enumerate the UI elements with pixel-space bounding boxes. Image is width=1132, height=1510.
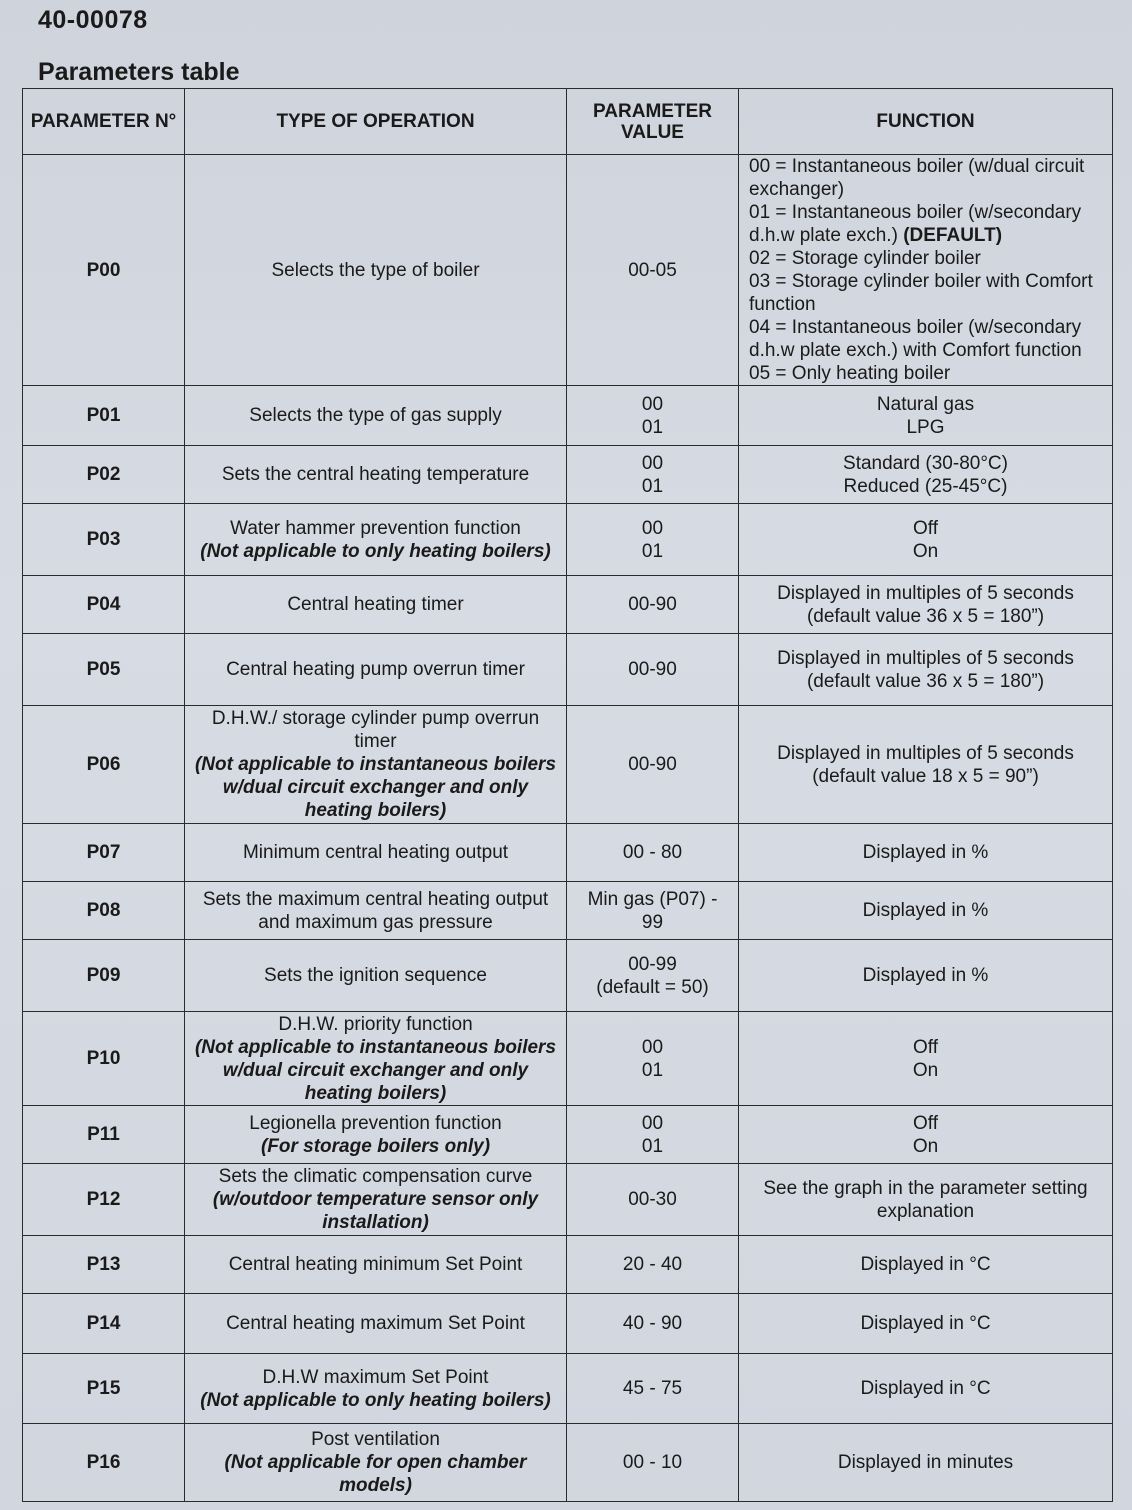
param-cell: P09: [23, 940, 185, 1012]
table-body: [23, 155, 1113, 1502]
function-text: (default value 18 x 5 = 90”): [812, 765, 1039, 787]
function-text: (DEFAULT): [897, 225, 1003, 246]
param-cell: P06: [23, 706, 185, 824]
param-cell: P16: [23, 1424, 185, 1502]
function-cell: [739, 1164, 1113, 1236]
value-cell: [567, 706, 739, 824]
value-text: 00-90: [628, 659, 677, 680]
table-row: [23, 1012, 1113, 1106]
operation-cell: [185, 1424, 567, 1502]
value-cell: [567, 155, 739, 386]
table-row: [23, 940, 1113, 1012]
operation-text: Sets the maximum central heating output and maximum gas pressure: [202, 888, 549, 933]
table-row: [23, 576, 1113, 634]
header-operation: TYPE OF OPERATION: [185, 89, 567, 155]
operation-cell: [185, 824, 567, 882]
value-cell: [567, 1164, 739, 1236]
value-cell: [567, 1424, 739, 1502]
operation-note: (Not applicable to instantaneous boilers w/dual circuit exchanger and only heating boilers): [194, 754, 557, 821]
operation-note: (Not applicable to only heating boilers): [200, 540, 551, 562]
param-cell: P15: [23, 1354, 185, 1424]
value-text: 00: [641, 517, 664, 539]
function-cell: [739, 706, 1113, 824]
operation-cell: [185, 504, 567, 576]
header-row: [23, 89, 1113, 155]
table-row: [23, 1294, 1113, 1354]
function-text: On: [912, 1059, 939, 1081]
function-text: Displayed in °C: [860, 1254, 991, 1275]
function-text: Displayed in %: [862, 965, 989, 986]
value-cell: [567, 504, 739, 576]
function-text: 03 = Storage cylinder boiler with Comfort function: [749, 271, 1093, 315]
value-text: 00 - 10: [622, 1452, 683, 1473]
param-cell: P02: [23, 446, 185, 504]
value-text: 99: [641, 911, 664, 933]
operation-text: Sets the ignition sequence: [264, 965, 487, 986]
value-text: 00-99: [628, 953, 677, 975]
operation-cell: [185, 576, 567, 634]
operation-text: Sets the climatic compensation curve: [218, 1166, 533, 1187]
function-cell: [739, 882, 1113, 940]
function-text: Displayed in minutes: [837, 1452, 1014, 1473]
operation-cell: [185, 1164, 567, 1236]
table-row: [23, 706, 1113, 824]
operation-text: Central heating pump overrun timer: [226, 659, 525, 680]
operation-cell: [185, 155, 567, 386]
operation-note: (For storage boilers only): [260, 1135, 491, 1157]
operation-cell: [185, 1354, 567, 1424]
operation-cell: [185, 634, 567, 706]
function-text: 00 = Instantaneous boiler (w/dual circuit exchanger): [749, 156, 1085, 200]
table-row: [23, 504, 1113, 576]
param-cell: P08: [23, 882, 185, 940]
value-text: 01: [641, 416, 664, 438]
param-cell: P05: [23, 634, 185, 706]
operation-text: Legionella prevention function: [249, 1112, 502, 1134]
function-text: 04 = Instantaneous boiler (w/secondary d.h.w plate exch.) with Comfort function: [749, 317, 1082, 361]
function-cell: [739, 824, 1113, 882]
function-cell: [739, 504, 1113, 576]
function-text: Displayed in °C: [860, 1313, 991, 1334]
param-cell: P04: [23, 576, 185, 634]
param-cell: P07: [23, 824, 185, 882]
value-cell: [567, 576, 739, 634]
operation-text: Central heating maximum Set Point: [226, 1313, 525, 1334]
param-cell: P12: [23, 1164, 185, 1236]
header-value: PARAMETER VALUE: [567, 89, 739, 155]
value-text: 01: [641, 540, 664, 562]
function-text: Displayed in multiples of 5 seconds: [777, 742, 1074, 764]
function-cell: [739, 576, 1113, 634]
operation-cell: [185, 882, 567, 940]
value-cell: [567, 1106, 739, 1164]
function-cell: [739, 386, 1113, 446]
function-text: Off: [913, 517, 938, 539]
operation-cell: [185, 446, 567, 504]
function-cell: [739, 1354, 1113, 1424]
function-cell: [739, 634, 1113, 706]
operation-text: Water hammer prevention function: [230, 517, 521, 539]
param-cell: P00: [23, 155, 185, 386]
function-text: 01 = Instantaneous boiler (w/secondary d.h.w plate exch.): [749, 202, 1082, 246]
header-param: PARAMETER N°: [23, 89, 185, 155]
operation-text: D.H.W./ storage cylinder pump overrun timer: [211, 708, 540, 752]
function-cell: [739, 446, 1113, 504]
value-text: 00-30: [628, 1189, 677, 1210]
operation-text: Post ventilation: [311, 1429, 440, 1450]
function-cell: [739, 1012, 1113, 1106]
table-row: [23, 155, 1113, 386]
function-text: Off: [913, 1112, 938, 1134]
table-row: [23, 882, 1113, 940]
value-cell: [567, 882, 739, 940]
operation-cell: [185, 706, 567, 824]
value-cell: [567, 1354, 739, 1424]
function-text: On: [912, 1135, 939, 1157]
table-row: [23, 1354, 1113, 1424]
value-cell: [567, 940, 739, 1012]
operation-text: Central heating minimum Set Point: [228, 1254, 523, 1275]
param-cell: P03: [23, 504, 185, 576]
value-text: 00-90: [628, 754, 677, 775]
table-row: [23, 634, 1113, 706]
function-text: (default value 36 x 5 = 180”): [806, 670, 1045, 692]
function-text: 05 = Only heating boiler: [749, 363, 951, 384]
table-row: [23, 824, 1113, 882]
value-text: 00-90: [628, 594, 677, 615]
param-cell: P13: [23, 1236, 185, 1294]
operation-cell: [185, 1012, 567, 1106]
function-text: Standard (30-80°C): [843, 452, 1008, 474]
function-text: LPG: [906, 416, 945, 438]
operation-note: (Not applicable for open chamber models): [224, 1452, 527, 1496]
document-code: 40-00078: [38, 6, 148, 34]
header-function: FUNCTION: [739, 89, 1113, 155]
function-cell: [739, 1236, 1113, 1294]
value-text: 40 - 90: [622, 1313, 683, 1334]
parameters-table: [22, 88, 1113, 1502]
value-text: 20 - 40: [622, 1254, 683, 1275]
operation-cell: [185, 940, 567, 1012]
table-row: [23, 1106, 1113, 1164]
table-row: [23, 386, 1113, 446]
table-title: Parameters table: [38, 58, 240, 86]
operation-cell: [185, 1294, 567, 1354]
function-cell: [739, 155, 1113, 386]
operation-note: (Not applicable to instantaneous boilers w/dual circuit exchanger and only heating boilers): [194, 1036, 557, 1104]
value-text: 00: [641, 452, 664, 474]
table-row: [23, 446, 1113, 504]
operation-note: (w/outdoor temperature sensor only installation): [212, 1189, 539, 1233]
function-text: Natural gas: [876, 393, 975, 415]
operation-text: D.H.W maximum Set Point: [262, 1366, 489, 1388]
param-cell: P10: [23, 1012, 185, 1106]
value-cell: [567, 446, 739, 504]
function-cell: [739, 1424, 1113, 1502]
operation-text: Sets the central heating temperature: [221, 464, 530, 485]
value-text: 00 - 80: [622, 842, 683, 863]
value-text: 00: [641, 1112, 664, 1134]
operation-text: D.H.W. priority function: [278, 1013, 473, 1035]
operation-text: Minimum central heating output: [242, 842, 509, 863]
function-text: (default value 36 x 5 = 180”): [806, 605, 1045, 627]
operation-cell: [185, 1236, 567, 1294]
function-text: Off: [913, 1036, 938, 1058]
function-text: Displayed in multiples of 5 seconds: [777, 582, 1074, 604]
function-cell: [739, 1294, 1113, 1354]
function-text: On: [912, 540, 939, 562]
value-text: 01: [641, 1059, 664, 1081]
value-cell: [567, 1012, 739, 1106]
function-text: Displayed in °C: [860, 1378, 991, 1399]
value-text: 01: [641, 475, 664, 497]
value-cell: [567, 386, 739, 446]
value-cell: [567, 1236, 739, 1294]
param-cell: P01: [23, 386, 185, 446]
function-text: Displayed in %: [862, 842, 989, 863]
function-text: Reduced (25-45°C): [843, 475, 1008, 497]
operation-note: (Not applicable to only heating boilers): [200, 1389, 551, 1411]
operation-text: Central heating timer: [287, 594, 464, 615]
operation-cell: [185, 386, 567, 446]
value-text: 01: [641, 1135, 664, 1157]
param-cell: P14: [23, 1294, 185, 1354]
value-text: 00: [641, 393, 664, 415]
value-text: Min gas (P07) -: [587, 888, 718, 910]
table-row: [23, 1164, 1113, 1236]
function-text: Displayed in multiples of 5 seconds: [777, 647, 1074, 669]
function-cell: [739, 1106, 1113, 1164]
function-cell: [739, 940, 1113, 1012]
param-cell: P11: [23, 1106, 185, 1164]
table-row: [23, 1236, 1113, 1294]
function-text: See the graph in the parameter setting explanation: [763, 1177, 1088, 1222]
value-cell: [567, 634, 739, 706]
table-row: [23, 1424, 1113, 1502]
value-text: 00-05: [628, 259, 677, 281]
value-cell: [567, 824, 739, 882]
value-text: 45 - 75: [622, 1378, 683, 1399]
operation-text: Selects the type of gas supply: [249, 405, 502, 426]
function-text: Displayed in %: [862, 900, 989, 921]
function-text: 02 = Storage cylinder boiler: [749, 248, 981, 269]
operation-text: Selects the type of boiler: [271, 259, 480, 281]
operation-cell: [185, 1106, 567, 1164]
value-text: (default = 50): [596, 976, 709, 998]
value-cell: [567, 1294, 739, 1354]
value-text: 00: [641, 1036, 664, 1058]
